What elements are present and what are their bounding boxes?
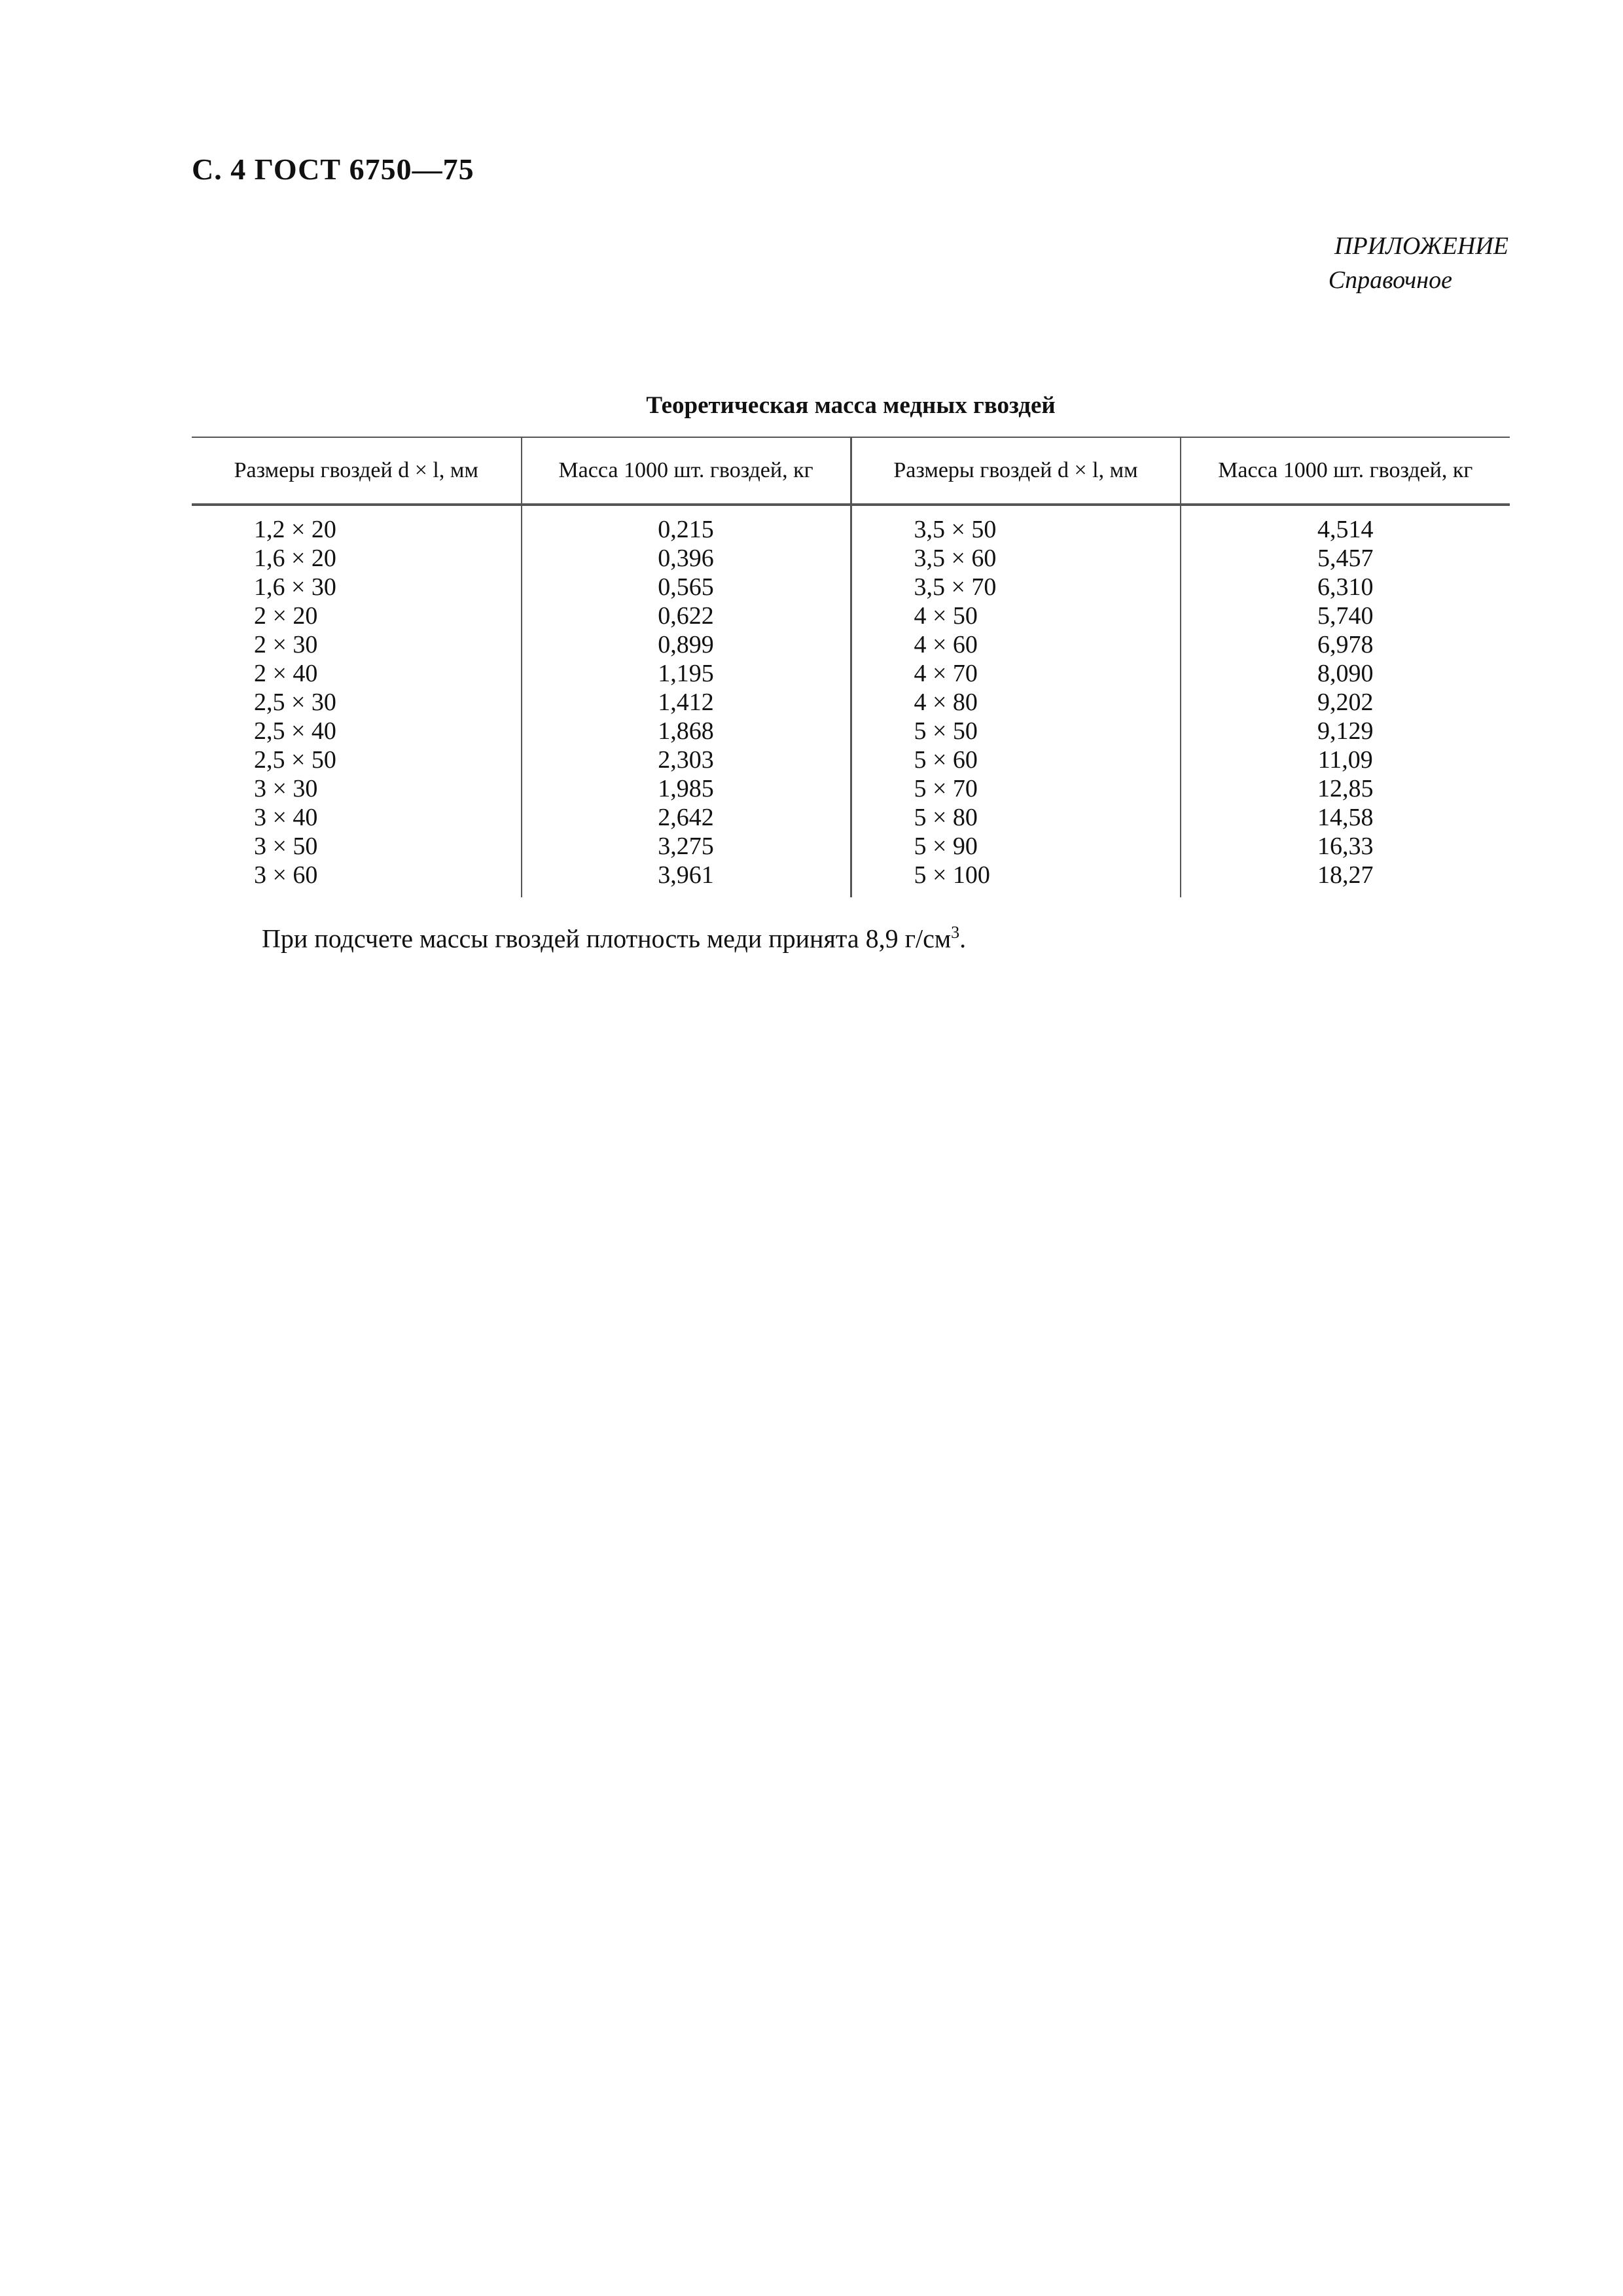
column-header-mass: Масса 1000 шт. гвоздей, кг bbox=[522, 437, 851, 505]
column-header-size: Размеры гвоздей d × l, мм bbox=[851, 437, 1181, 505]
appendix-block bbox=[1329, 229, 1508, 297]
cell-size: 3,5 × 60 bbox=[851, 544, 1181, 573]
cell-size: 1,6 × 30 bbox=[254, 573, 336, 601]
cell-size: 4 × 80 bbox=[851, 688, 1181, 717]
cell-size: 5 × 70 bbox=[851, 774, 1181, 803]
cell-mass: 1,985 bbox=[522, 774, 851, 803]
table-row bbox=[192, 630, 1510, 659]
table-row bbox=[192, 803, 1510, 832]
density-note bbox=[262, 923, 966, 954]
table-row bbox=[192, 717, 1510, 745]
cell-size: 5 × 50 bbox=[851, 717, 1181, 745]
column-header-size: Размеры гвоздей d × l, мм bbox=[192, 437, 522, 505]
cell-size: 4 × 70 bbox=[851, 659, 1181, 688]
cell-mass: 1,412 bbox=[522, 688, 851, 717]
table-row bbox=[192, 505, 1510, 544]
column-header-mass: Масса 1000 шт. гвоздей, кг bbox=[1181, 437, 1510, 505]
cell-size: 1,2 × 20 bbox=[254, 516, 336, 543]
cell-size: 5 × 80 bbox=[851, 803, 1181, 832]
cell-mass: 11,09 bbox=[1181, 745, 1510, 774]
cell-mass: 0,899 bbox=[522, 630, 851, 659]
table-row bbox=[192, 659, 1510, 688]
table-body bbox=[192, 505, 1510, 897]
note-text: При подсчете массы гвоздей плотность меди принята 8,9 г/см bbox=[262, 924, 952, 954]
table-row bbox=[192, 774, 1510, 803]
cell-mass: 0,622 bbox=[522, 601, 851, 630]
cell-mass: 6,310 bbox=[1181, 573, 1510, 601]
mass-table bbox=[192, 437, 1510, 897]
cell-mass: 4,514 bbox=[1181, 505, 1510, 544]
table-header-row bbox=[192, 437, 1510, 505]
cell-size: 5 × 90 bbox=[851, 832, 1181, 861]
cell-mass: 16,33 bbox=[1181, 832, 1510, 861]
cell-size: 2,5 × 30 bbox=[254, 689, 336, 716]
cell-size: 5 × 100 bbox=[851, 861, 1181, 897]
cell-mass: 9,129 bbox=[1181, 717, 1510, 745]
cell-mass: 1,195 bbox=[522, 659, 851, 688]
cell-mass: 3,961 bbox=[522, 861, 851, 897]
cell-size: 3 × 40 bbox=[254, 804, 318, 831]
table-title: Теоретическая масса медных гвоздей bbox=[646, 392, 1056, 419]
table-row bbox=[192, 861, 1510, 897]
cell-size: 3 × 50 bbox=[254, 833, 318, 860]
cell-mass: 0,565 bbox=[522, 573, 851, 601]
note-end: . bbox=[959, 924, 967, 954]
cell-size: 2,5 × 40 bbox=[254, 717, 336, 745]
cell-size: 3 × 60 bbox=[254, 861, 318, 889]
cell-mass: 6,978 bbox=[1181, 630, 1510, 659]
table-row bbox=[192, 745, 1510, 774]
cell-size: 4 × 60 bbox=[851, 630, 1181, 659]
table-row bbox=[192, 544, 1510, 573]
appendix-kind: Справочное bbox=[1328, 266, 1452, 294]
cell-mass: 3,275 bbox=[522, 832, 851, 861]
cell-mass: 12,85 bbox=[1181, 774, 1510, 803]
page-header: С. 4 ГОСТ 6750—75 bbox=[192, 152, 474, 186]
cell-mass: 5,740 bbox=[1181, 601, 1510, 630]
cell-size: 2,5 × 50 bbox=[254, 746, 336, 774]
cell-mass: 0,396 bbox=[522, 544, 851, 573]
appendix-title: ПРИЛОЖЕНИЕ bbox=[1334, 232, 1508, 260]
cell-size: 4 × 50 bbox=[851, 601, 1181, 630]
cell-mass: 5,457 bbox=[1181, 544, 1510, 573]
cell-size: 3,5 × 70 bbox=[851, 573, 1181, 601]
cell-mass: 0,215 bbox=[522, 505, 851, 544]
cell-size: 2 × 20 bbox=[254, 602, 318, 630]
table-row bbox=[192, 688, 1510, 717]
table-row bbox=[192, 573, 1510, 601]
cell-mass: 1,868 bbox=[522, 717, 851, 745]
cell-size: 2 × 30 bbox=[254, 631, 318, 658]
cell-size: 5 × 60 bbox=[851, 745, 1181, 774]
note-superscript: 3 bbox=[951, 923, 960, 942]
cell-mass: 18,27 bbox=[1181, 861, 1510, 897]
cell-size: 2 × 40 bbox=[254, 660, 318, 687]
cell-mass: 2,642 bbox=[522, 803, 851, 832]
cell-size: 3,5 × 50 bbox=[851, 505, 1181, 544]
cell-mass: 14,58 bbox=[1181, 803, 1510, 832]
cell-size: 1,6 × 20 bbox=[254, 545, 336, 572]
cell-mass: 2,303 bbox=[522, 745, 851, 774]
table-row bbox=[192, 832, 1510, 861]
cell-size: 3 × 30 bbox=[254, 775, 318, 802]
cell-mass: 8,090 bbox=[1181, 659, 1510, 688]
table-row bbox=[192, 601, 1510, 630]
cell-mass: 9,202 bbox=[1181, 688, 1510, 717]
